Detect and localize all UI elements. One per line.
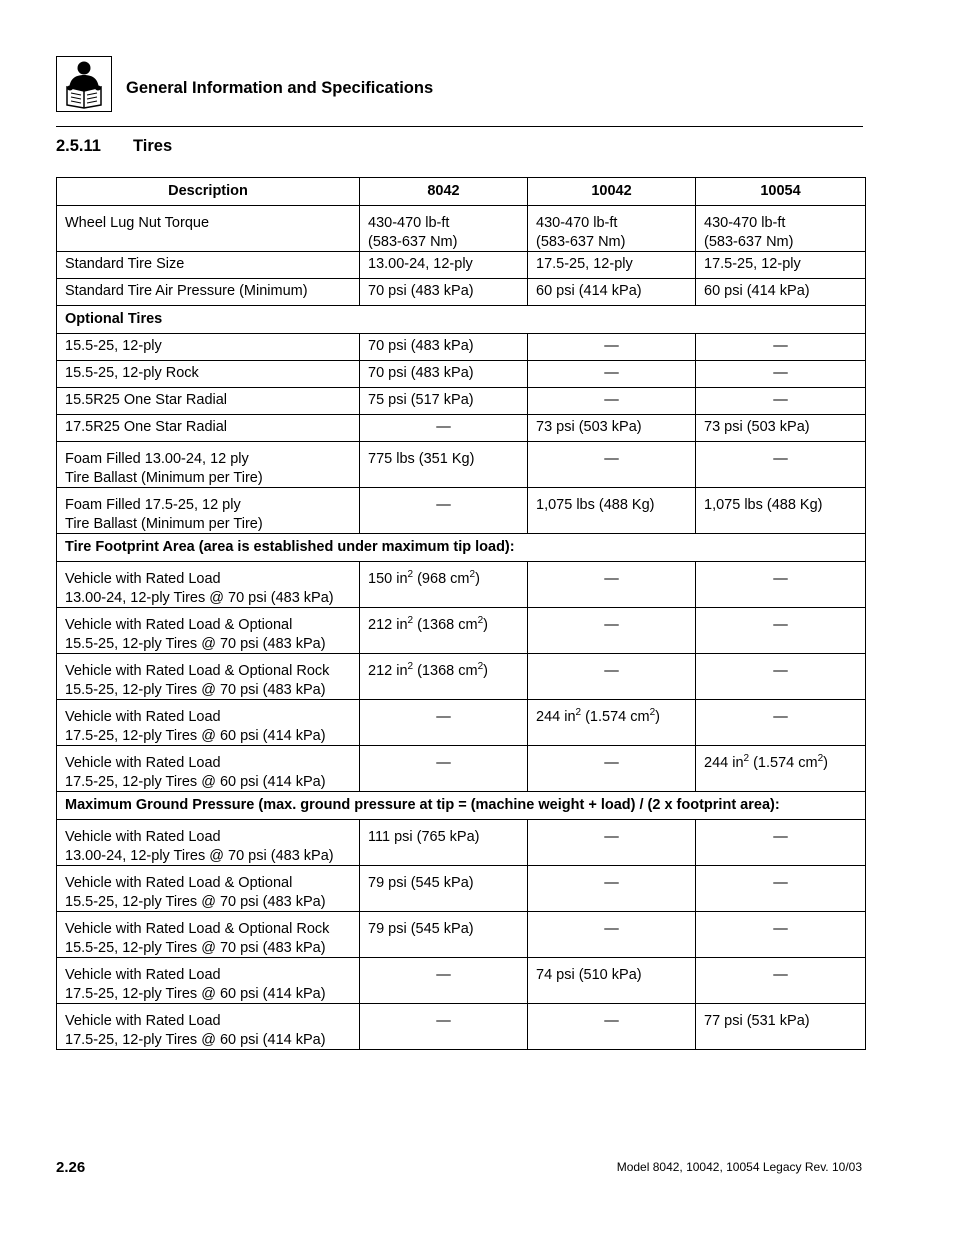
cell-line: —	[773, 451, 788, 467]
table-row	[57, 415, 866, 442]
cell-model-8042	[360, 279, 528, 306]
value-text: (1.574 cm	[749, 755, 818, 771]
cell-model-10054	[696, 442, 866, 488]
cell-model-10042	[528, 488, 696, 534]
cell-line: 111 psi (765 kPa)	[368, 829, 480, 845]
superscript: 2	[407, 569, 414, 581]
cell-line: Vehicle with Rated Load	[65, 1013, 221, 1029]
section-label: Maximum Ground Pressure (max. ground pressure at tip = (machine weight + load) / (2 x footprint area):	[57, 792, 866, 820]
value-text: 212 in	[368, 663, 408, 679]
table-row	[57, 912, 866, 958]
cell-description	[57, 654, 360, 700]
cell-model-8042	[360, 1004, 528, 1050]
cell-line: —	[604, 571, 619, 587]
cell-model-8042	[360, 361, 528, 388]
cell-line: 70 psi (483 kPa)	[368, 365, 474, 381]
cell-model-10054	[696, 206, 866, 252]
table-section-row	[57, 306, 866, 334]
cell-model-10042	[528, 334, 696, 361]
cell-line: Wheel Lug Nut Torque	[65, 215, 210, 231]
person-reading-manual-icon	[56, 56, 112, 112]
value-text: )	[475, 571, 480, 587]
cell-line: —	[773, 709, 788, 725]
cell-line: —	[773, 392, 788, 408]
cell-line: (583-637 Nm)	[368, 233, 458, 250]
footer-model-revision: Model 8042, 10042, 10054 Legacy Rev. 10/03	[616, 1160, 862, 1174]
table-section-row	[57, 792, 866, 820]
cell-model-10042	[528, 388, 696, 415]
cell-line: —	[436, 497, 451, 513]
cell-line: 430-470 lb-ft	[368, 215, 450, 231]
cell-line: 13.00-24, 12-ply	[368, 256, 473, 272]
cell-line: Vehicle with Rated Load	[65, 571, 221, 587]
superscript: 2	[407, 661, 414, 673]
table-row	[57, 388, 866, 415]
cell-line: —	[604, 875, 619, 891]
cell-model-10042	[528, 608, 696, 654]
cell-model-8042	[360, 442, 528, 488]
cell-model-10042	[528, 866, 696, 912]
table-row	[57, 820, 866, 866]
cell-model-10042	[528, 746, 696, 792]
cell-model-10054	[696, 334, 866, 361]
cell-line: Tire Ballast (Minimum per Tire)	[65, 515, 263, 532]
table-row	[57, 746, 866, 792]
table-header-row	[57, 178, 866, 206]
cell-line: Standard Tire Size	[65, 256, 185, 272]
cell-model-10054	[696, 912, 866, 958]
cell-line: Vehicle with Rated Load	[65, 755, 221, 771]
cell-description	[57, 1004, 360, 1050]
cell-line: 17.5-25, 12-ply Tires @ 60 psi (414 kPa)	[65, 773, 326, 790]
cell-line: 60 psi (414 kPa)	[536, 283, 642, 299]
cell-line: —	[604, 451, 619, 467]
section-label: Tire Footprint Area (area is established under maximum tip load):	[57, 534, 866, 562]
cell-line: Vehicle with Rated Load & Optional Rock	[65, 663, 330, 679]
cell-line: 1,075 lbs (488 Kg)	[704, 497, 823, 513]
cell-line: —	[604, 921, 619, 937]
table-row	[57, 958, 866, 1004]
cell-description	[57, 562, 360, 608]
cell-line: 70 psi (483 kPa)	[368, 283, 474, 299]
cell-model-10054	[696, 746, 866, 792]
cell-line: —	[436, 1013, 451, 1029]
cell-line: 79 psi (545 kPa)	[368, 921, 474, 937]
table-row	[57, 488, 866, 534]
cell-model-8042	[360, 334, 528, 361]
section-number: 2.5.11	[56, 137, 101, 155]
value-text: (1.574 cm	[581, 709, 650, 725]
cell-line: 15.5-25, 12-ply Rock	[65, 365, 199, 381]
cell-model-10054	[696, 958, 866, 1004]
cell-model-8042	[360, 415, 528, 442]
cell-line: —	[604, 1013, 619, 1029]
value-text: 150 in	[368, 571, 408, 587]
cell-line: Vehicle with Rated Load	[65, 709, 221, 725]
table-row	[57, 361, 866, 388]
cell-model-10054	[696, 279, 866, 306]
cell-line: —	[604, 338, 619, 354]
cell-line: 17.5-25, 12-ply Tires @ 60 psi (414 kPa)	[65, 1031, 326, 1048]
superscript: 2	[649, 707, 656, 719]
section-heading	[56, 137, 172, 156]
cell-line: 17.5-25, 12-ply	[704, 256, 801, 272]
superscript: 2	[817, 753, 824, 765]
cell-line: —	[604, 829, 619, 845]
cell-description	[57, 912, 360, 958]
cell-description	[57, 252, 360, 279]
cell-line: —	[604, 663, 619, 679]
cell-line: —	[436, 755, 451, 771]
cell-model-10054	[696, 866, 866, 912]
cell-line: 15.5-25, 12-ply	[65, 338, 162, 354]
cell-line: Standard Tire Air Pressure (Minimum)	[65, 283, 308, 299]
cell-model-10042	[528, 912, 696, 958]
cell-line: (583-637 Nm)	[536, 233, 626, 250]
cell-model-8042	[360, 700, 528, 746]
cell-model-10054	[696, 562, 866, 608]
table-row	[57, 700, 866, 746]
cell-line: 15.5R25 One Star Radial	[65, 392, 228, 408]
cell-line: Foam Filled 13.00-24, 12 ply	[65, 451, 249, 467]
cell-line: —	[604, 755, 619, 771]
value-text: 212 in	[368, 617, 408, 633]
table-row	[57, 252, 866, 279]
cell-line: —	[773, 829, 788, 845]
cell-model-10054	[696, 361, 866, 388]
value-text: (1368 cm	[413, 617, 478, 633]
cell-model-10042	[528, 654, 696, 700]
cell-model-10054	[696, 252, 866, 279]
cell-model-10054	[696, 388, 866, 415]
cell-description	[57, 206, 360, 252]
value-text: )	[483, 663, 488, 679]
cell-line: 70 psi (483 kPa)	[368, 338, 474, 354]
cell-line: —	[773, 875, 788, 891]
superscript: 2	[477, 615, 484, 627]
cell-model-10042	[528, 442, 696, 488]
cell-model-10042	[528, 958, 696, 1004]
cell-model-10054	[696, 488, 866, 534]
cell-description	[57, 279, 360, 306]
cell-line: Tire Ballast (Minimum per Tire)	[65, 469, 263, 486]
cell-model-8042	[360, 488, 528, 534]
cell-line: 13.00-24, 12-ply Tires @ 70 psi (483 kPa)	[65, 589, 334, 606]
cell-model-10054	[696, 608, 866, 654]
cell-line: —	[604, 617, 619, 633]
cell-line: Foam Filled 17.5-25, 12 ply	[65, 497, 241, 513]
header-title: General Information and Specifications	[126, 79, 434, 97]
cell-model-8042	[360, 562, 528, 608]
cell-line: —	[604, 365, 619, 381]
cell-description	[57, 388, 360, 415]
cell-line: —	[604, 392, 619, 408]
cell-model-10042	[528, 1004, 696, 1050]
cell-description	[57, 488, 360, 534]
cell-description	[57, 415, 360, 442]
cell-description	[57, 866, 360, 912]
cell-model-10042	[528, 361, 696, 388]
cell-model-8042	[360, 820, 528, 866]
cell-model-10042	[528, 415, 696, 442]
cell-line: 1,075 lbs (488 Kg)	[536, 497, 655, 513]
page-number: 2.26	[56, 1159, 86, 1176]
cell-model-8042	[360, 654, 528, 700]
cell-line: —	[773, 967, 788, 983]
cell-model-10042	[528, 206, 696, 252]
cell-model-8042	[360, 252, 528, 279]
cell-line: —	[436, 967, 451, 983]
section-label: Optional Tires	[57, 306, 866, 334]
value-text: 244 in	[536, 709, 576, 725]
superscript: 2	[575, 707, 582, 719]
cell-line: 430-470 lb-ft	[536, 215, 618, 231]
table-row	[57, 334, 866, 361]
cell-line: 15.5-25, 12-ply Tires @ 70 psi (483 kPa)	[65, 635, 326, 652]
cell-line: —	[773, 571, 788, 587]
cell-description	[57, 958, 360, 1004]
superscript: 2	[743, 753, 750, 765]
column-header-10042: 10042	[528, 178, 696, 206]
cell-line: 430-470 lb-ft	[704, 215, 786, 231]
cell-line: 15.5-25, 12-ply Tires @ 70 psi (483 kPa)	[65, 939, 326, 956]
cell-description	[57, 820, 360, 866]
cell-model-10042	[528, 562, 696, 608]
column-header-description: Description	[57, 178, 360, 206]
cell-line: 73 psi (503 kPa)	[536, 419, 642, 435]
cell-line: Vehicle with Rated Load	[65, 829, 221, 845]
table-row	[57, 279, 866, 306]
cell-model-10042	[528, 820, 696, 866]
cell-model-8042	[360, 608, 528, 654]
cell-model-10054	[696, 820, 866, 866]
cell-model-8042	[360, 206, 528, 252]
value-text: )	[655, 709, 660, 725]
cell-line: —	[773, 617, 788, 633]
cell-line: Vehicle with Rated Load & Optional	[65, 875, 293, 891]
cell-line: —	[773, 663, 788, 679]
table-row	[57, 608, 866, 654]
cell-model-8042	[360, 388, 528, 415]
cell-description	[57, 700, 360, 746]
cell-model-8042	[360, 746, 528, 792]
cell-model-10054	[696, 700, 866, 746]
section-title: Tires	[133, 137, 173, 155]
cell-line: Vehicle with Rated Load & Optional Rock	[65, 921, 330, 937]
table-row	[57, 866, 866, 912]
superscript: 2	[477, 661, 484, 673]
superscript: 2	[469, 569, 476, 581]
value-text: (968 cm	[413, 571, 470, 587]
value-text: 244 in	[704, 755, 744, 771]
value-text: )	[483, 617, 488, 633]
cell-line: 17.5-25, 12-ply Tires @ 60 psi (414 kPa)	[65, 985, 326, 1002]
cell-model-8042	[360, 866, 528, 912]
value-text: (1368 cm	[413, 663, 478, 679]
cell-line: 17.5R25 One Star Radial	[65, 419, 228, 435]
cell-line: —	[773, 921, 788, 937]
cell-description	[57, 442, 360, 488]
column-header-8042: 8042	[360, 178, 528, 206]
tire-spec-table	[56, 177, 866, 1050]
cell-line: 73 psi (503 kPa)	[704, 419, 810, 435]
value-text: )	[823, 755, 828, 771]
table-row	[57, 654, 866, 700]
cell-line: 15.5-25, 12-ply Tires @ 70 psi (483 kPa)	[65, 893, 326, 910]
cell-description	[57, 361, 360, 388]
cell-model-8042	[360, 958, 528, 1004]
cell-line: 79 psi (545 kPa)	[368, 875, 474, 891]
cell-model-10054	[696, 654, 866, 700]
cell-line: —	[773, 365, 788, 381]
table-section-row	[57, 534, 866, 562]
table-row	[57, 1004, 866, 1050]
column-header-10054: 10054	[696, 178, 866, 206]
cell-line: Vehicle with Rated Load	[65, 967, 221, 983]
cell-model-10042	[528, 252, 696, 279]
cell-model-10042	[528, 700, 696, 746]
cell-description	[57, 746, 360, 792]
cell-model-10054	[696, 415, 866, 442]
cell-line: —	[436, 419, 451, 435]
cell-line: Vehicle with Rated Load & Optional	[65, 617, 293, 633]
table-row	[57, 562, 866, 608]
cell-line: 15.5-25, 12-ply Tires @ 70 psi (483 kPa)	[65, 681, 326, 698]
cell-line: 17.5-25, 12-ply	[536, 256, 633, 272]
table-row	[57, 442, 866, 488]
cell-model-10054	[696, 1004, 866, 1050]
cell-line: —	[436, 709, 451, 725]
header-divider	[56, 126, 863, 127]
cell-model-10042	[528, 279, 696, 306]
cell-line: 775 lbs (351 Kg)	[368, 451, 475, 467]
cell-model-8042	[360, 912, 528, 958]
superscript: 2	[407, 615, 414, 627]
cell-line: (583-637 Nm)	[704, 233, 794, 250]
cell-line: 77 psi (531 kPa)	[704, 1013, 810, 1029]
cell-line: 74 psi (510 kPa)	[536, 967, 642, 983]
cell-line: 13.00-24, 12-ply Tires @ 70 psi (483 kPa)	[65, 847, 334, 864]
cell-description	[57, 608, 360, 654]
cell-line: 75 psi (517 kPa)	[368, 392, 474, 408]
cell-line: —	[773, 338, 788, 354]
cell-line: 17.5-25, 12-ply Tires @ 60 psi (414 kPa)	[65, 727, 326, 744]
table-body	[57, 206, 866, 1050]
cell-description	[57, 334, 360, 361]
cell-line: 60 psi (414 kPa)	[704, 283, 810, 299]
table-row	[57, 206, 866, 252]
